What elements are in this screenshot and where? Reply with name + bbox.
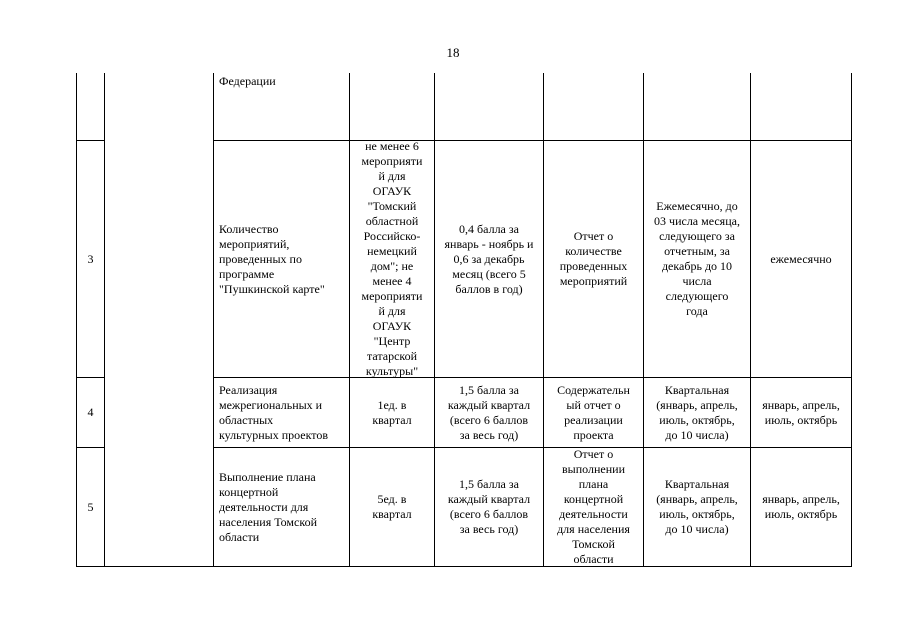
row-3-score: [435, 141, 543, 377]
plan-line: 1ед. в: [377, 397, 407, 412]
indicator-line: областных: [219, 412, 274, 427]
score-line: каждый квартал: [447, 492, 531, 506]
deadline-line: Квартальная: [664, 382, 730, 397]
report-line: концертной: [563, 492, 624, 506]
plan-line: квартал: [372, 412, 412, 427]
score-line: (всего 6 баллов: [449, 507, 529, 521]
row-4-plan: [350, 378, 434, 447]
report-line: выполнении: [562, 462, 625, 476]
row-3-deadline: [644, 141, 750, 377]
plan-line: ОГАУК: [372, 319, 412, 333]
report-line: проведенных: [559, 259, 628, 273]
score-line: месяц (всего 5: [452, 266, 526, 281]
report-line: Отчет о: [573, 447, 614, 461]
deadline-line: июль, октябрь,: [659, 412, 735, 427]
row-number: 5: [87, 499, 94, 514]
indicator-line: программе: [219, 266, 275, 281]
indicator-line: "Пушкинской карте": [219, 281, 325, 296]
deadline-line: июль, октябрь,: [659, 507, 735, 521]
plan-line: й для: [378, 304, 406, 318]
table-border-bottom: [76, 566, 852, 567]
score-line: 0,6 за декабрь: [453, 251, 525, 266]
row-5-indicator: [219, 448, 347, 566]
report-line: реализации: [564, 412, 623, 427]
plan-line: квартал: [372, 507, 412, 521]
deadline-line: Ежемесячно, до: [656, 199, 738, 213]
plan-line: мероприяти: [361, 154, 423, 168]
score-line: за весь год): [459, 522, 519, 536]
plan-line: й для: [378, 169, 406, 183]
deadline-line: 03 числа месяца,: [654, 214, 740, 228]
row-5-report: [544, 448, 643, 566]
period-line: июль, октябрь: [764, 507, 838, 521]
score-line: за весь год): [459, 427, 519, 442]
plan-line: "Томский: [367, 199, 417, 213]
score-line: каждый квартал: [447, 397, 531, 412]
period-line: ежемесячно: [770, 251, 832, 266]
row-3-report: [544, 141, 643, 377]
deadline-line: до 10 числа): [665, 427, 729, 442]
report-line: Содержательн: [557, 382, 630, 397]
period-line: январь, апрель,: [762, 492, 840, 506]
report-line: Отчет о: [573, 229, 614, 243]
row-5-period: [751, 448, 851, 566]
row-4-indicator: [219, 378, 347, 447]
deadline-line: Квартальная: [664, 477, 730, 491]
deadline-line: (январь, апрель,: [656, 397, 738, 412]
indicator-line: концертной: [219, 484, 279, 499]
report-line: количестве: [565, 244, 622, 258]
row-4-deadline: [644, 378, 750, 447]
indicator-line: Реализация: [219, 382, 278, 397]
report-line: плана: [578, 477, 609, 491]
deadline-line: следующего: [665, 289, 729, 303]
row-number: 4: [87, 405, 94, 419]
indicator-line: Количество: [219, 221, 279, 236]
plan-line: немецкий: [367, 244, 417, 258]
report-line: Томской: [572, 537, 615, 551]
plan-line: не менее 6: [365, 139, 419, 153]
row-5-deadline: [644, 448, 750, 566]
indicator-line: культурных проектов: [219, 427, 329, 442]
row-3-number: [77, 141, 104, 377]
indicator-line: межрегиональных и: [219, 397, 323, 412]
plan-line: Российско-: [363, 229, 421, 243]
score-line: баллов в год): [455, 281, 523, 296]
score-line: 0,4 балла за: [459, 221, 519, 236]
row-5-score: [435, 448, 543, 566]
report-line: деятельности: [559, 507, 628, 521]
plan-line: 5ед. в: [377, 492, 407, 506]
indicator-line: населения Томской: [219, 514, 317, 529]
table-divider: [213, 73, 214, 567]
deadline-line: числа: [682, 274, 712, 288]
period-line: июль, октябрь: [764, 412, 838, 427]
plan-line: мероприяти: [361, 289, 423, 303]
report-line: ый отчет о: [566, 397, 621, 412]
table-border-right: [851, 73, 852, 567]
row-4-score: [435, 378, 543, 447]
row-4-period: [751, 378, 851, 447]
continued-indicator-cell: [219, 74, 347, 89]
score-line: 1,5 балла за: [459, 382, 519, 397]
score-line: (всего 6 баллов: [449, 412, 529, 427]
deadline-line: декабрь до 10: [661, 259, 733, 273]
row-3-indicator: [219, 141, 347, 377]
row-5-number: [77, 448, 104, 566]
deadline-line: следующего за: [659, 229, 735, 243]
deadline-line: года: [686, 304, 708, 318]
report-line: проекта: [573, 427, 614, 442]
indicator-line: деятельности для: [219, 499, 309, 514]
report-line: для населения: [557, 522, 630, 536]
indicator-line: проведенных по: [219, 251, 302, 266]
indicator-line: мероприятий,: [219, 236, 290, 251]
deadline-line: до 10 числа): [665, 522, 729, 536]
report-line: области: [573, 552, 614, 566]
plan-line: культуры": [365, 364, 419, 378]
plan-line: дом"; не: [370, 259, 414, 273]
table-divider: [104, 73, 105, 567]
plan-line: "Центр: [373, 334, 411, 348]
deadline-line: отчетным, за: [664, 244, 730, 258]
row-number: 3: [87, 251, 94, 266]
indicator-line: области: [219, 529, 260, 544]
period-line: январь, апрель,: [762, 397, 840, 412]
page-number: 18: [446, 45, 460, 60]
plan-line: областной: [365, 214, 419, 228]
row-3-plan: [350, 141, 434, 377]
row-3-period: [751, 141, 851, 377]
deadline-line: (январь, апрель,: [656, 492, 738, 506]
report-line: мероприятий: [559, 274, 628, 288]
plan-line: татарской: [366, 349, 418, 363]
indicator-line: Выполнение плана: [219, 469, 316, 484]
row-4-report: [544, 378, 643, 447]
continued-indicator-text: Федерации: [219, 74, 276, 88]
row-4-number: [77, 378, 104, 447]
plan-line: менее 4: [372, 274, 412, 288]
row-5-plan: [350, 448, 434, 566]
score-line: январь - ноябрь и: [444, 236, 534, 251]
score-line: 1,5 балла за: [459, 477, 519, 491]
plan-line: ОГАУК: [372, 184, 412, 198]
